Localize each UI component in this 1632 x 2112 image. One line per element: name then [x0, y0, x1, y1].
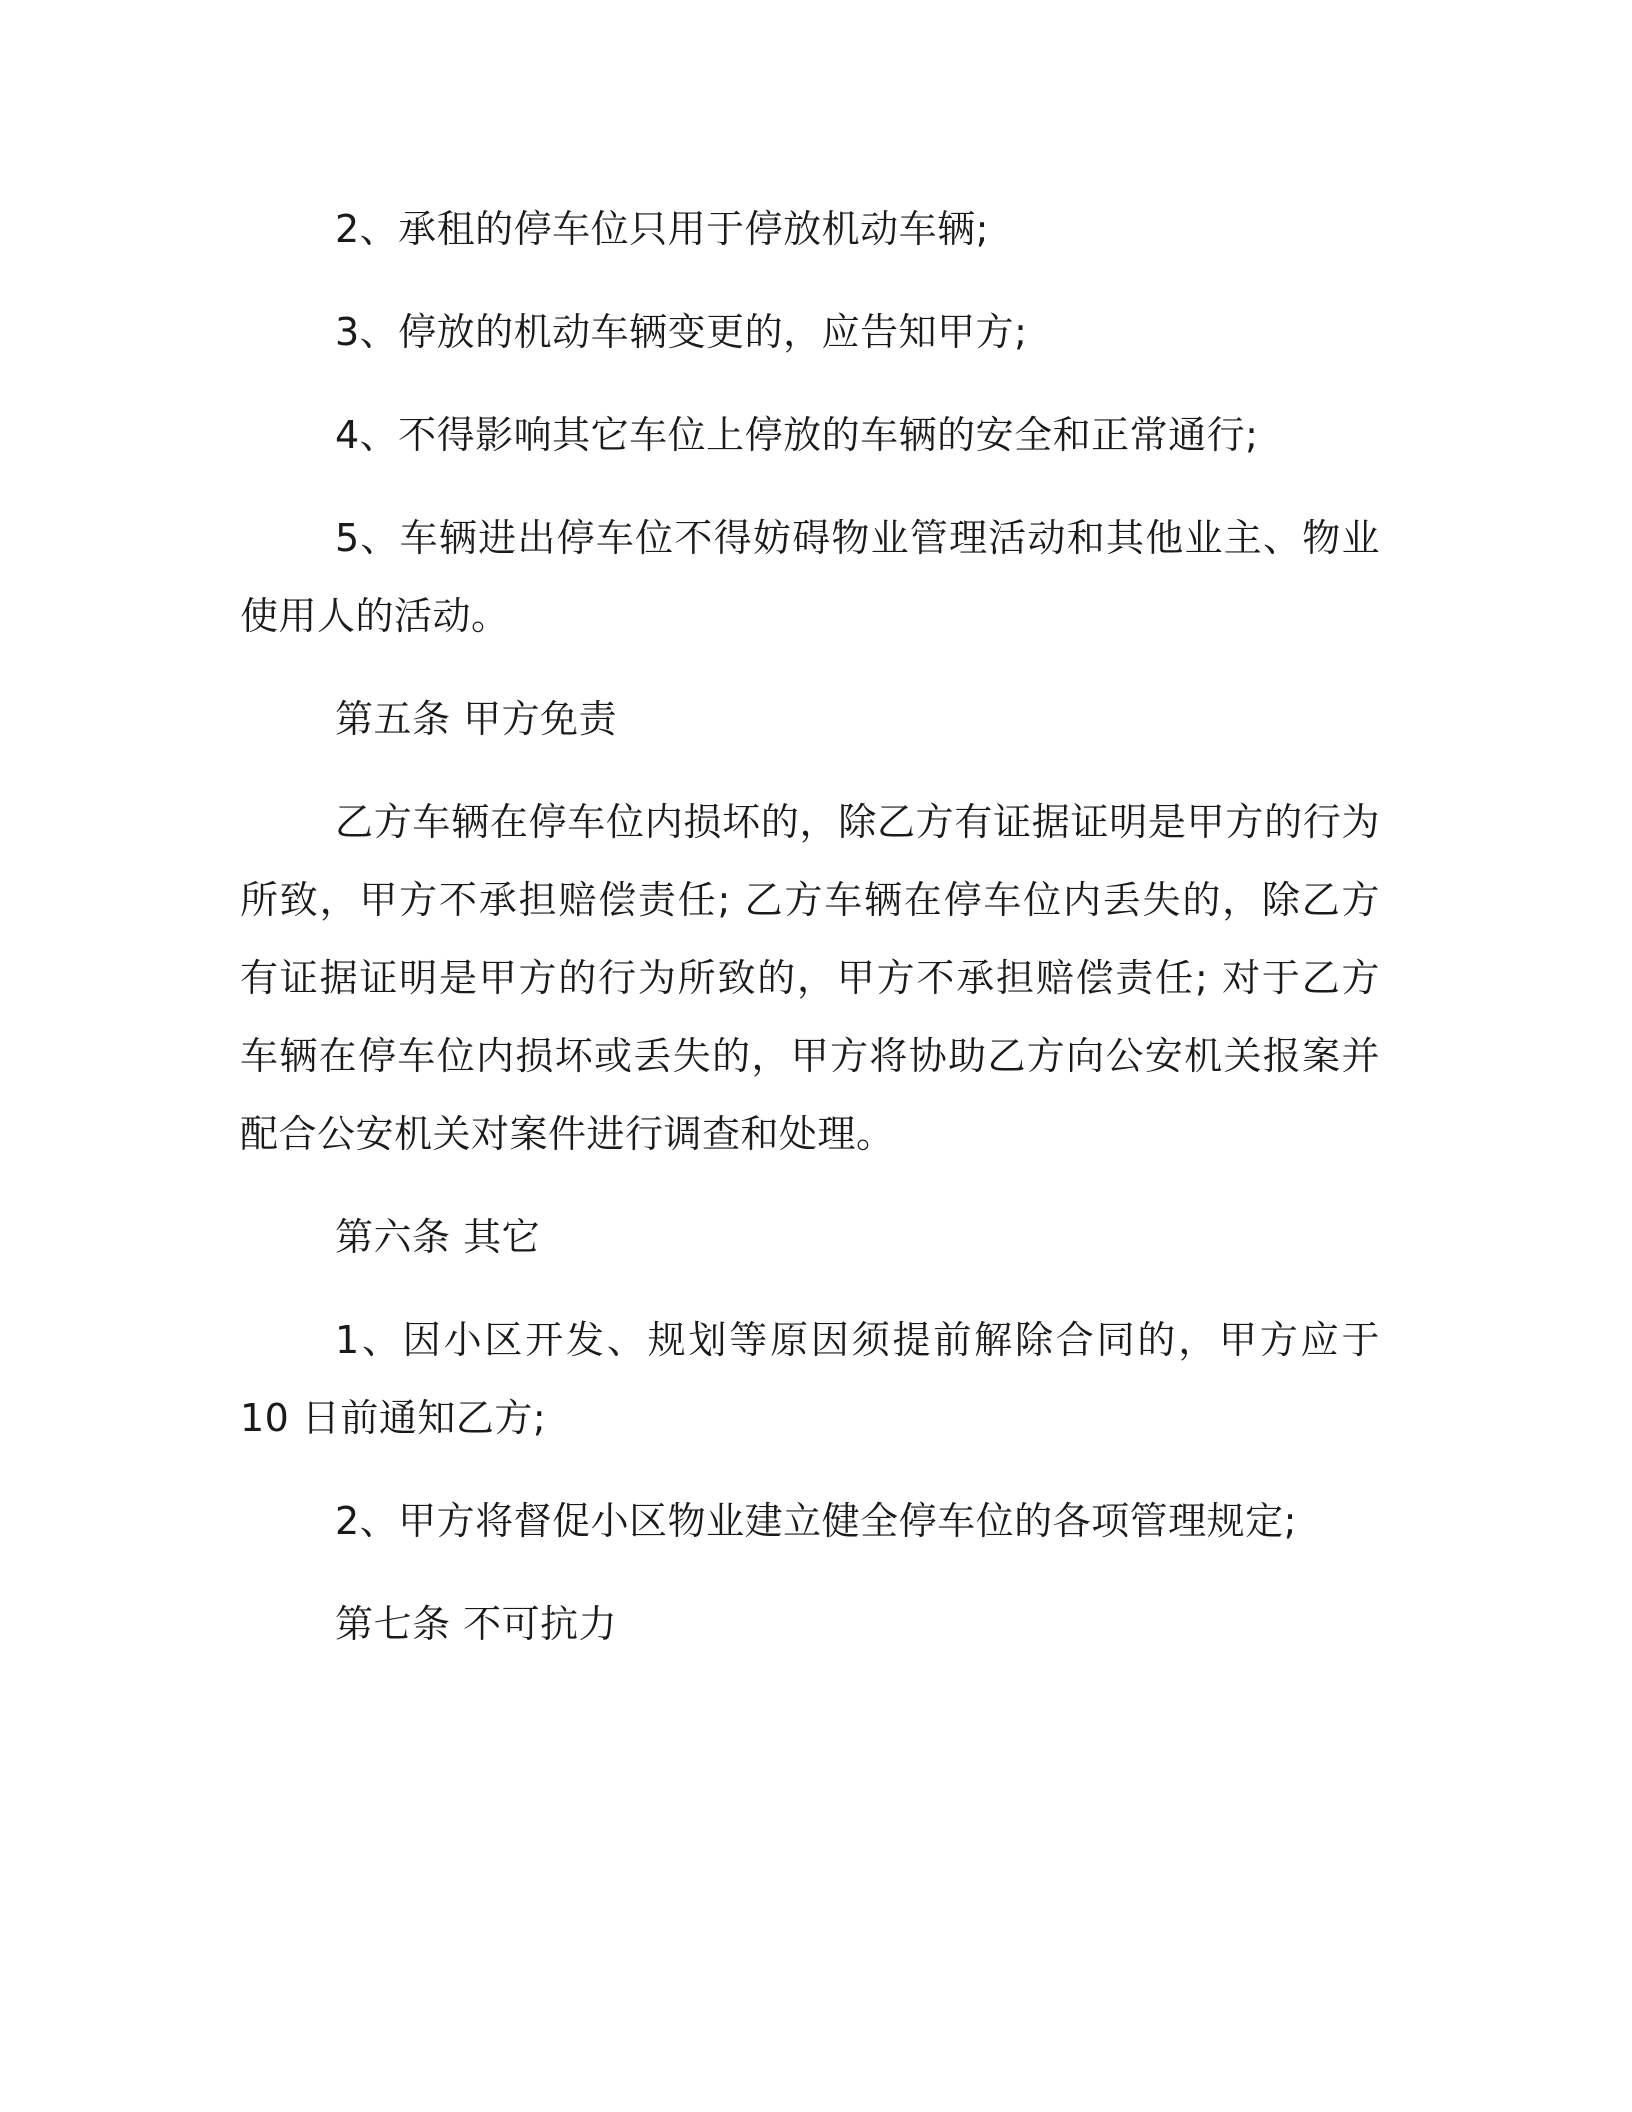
clause-item-2: 2、承租的停车位只用于停放机动车辆;: [335, 207, 989, 251]
article-7-heading: 第七条 不可抗力: [335, 1602, 618, 1646]
clause-item-3: 3、停放的机动车辆变更的，应告知甲方;: [335, 310, 1028, 354]
article-6-item-2: 2、甲方将督促小区物业建立健全停车位的各项管理规定;: [335, 1499, 1297, 1543]
clause-item-4: 4、不得影响其它车位上停放的车辆的安全和正常通行;: [335, 413, 1259, 457]
article-6-heading: 第六条 其它: [335, 1215, 541, 1259]
clause-item-5: 5、车辆进出停车位不得妨碍物业管理活动和其他业主、物业使用人的活动。: [240, 516, 1380, 638]
article-5-heading: 第五条 甲方免责: [335, 697, 618, 741]
article-6-item-1: 1、因小区开发、规划等原因须提前解除合同的，甲方应于 10 日前通知乙方;: [240, 1318, 1380, 1440]
article-5-body: 乙方车辆在停车位内损坏的，除乙方有证据证明是甲方的行为所致，甲方不承担赔偿责任; 乙方车辆在停车位内丢失的，除乙方有证据证明是甲方的行为所致的，甲方不承担赔偿责任; 对于乙方车辆在停车位内损坏或丢失的，甲方将协助乙方向公安机关报案并配合公安机关对案件进行调查和处理。: [240, 800, 1380, 1156]
document-body: [240, 190, 1380, 1688]
